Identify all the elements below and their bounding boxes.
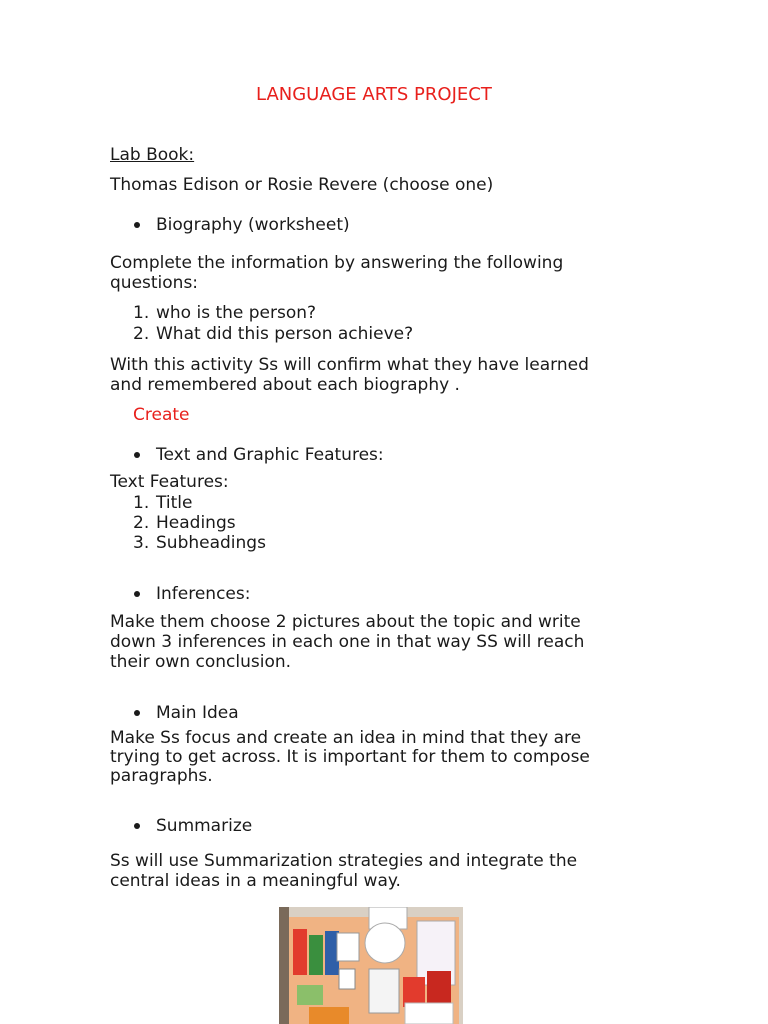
question-item: What did this person achieve? — [156, 324, 414, 344]
biography-summary-line1: With this activity Ss will confirm what they have learned — [110, 355, 589, 375]
list-number: 2. — [133, 513, 150, 533]
lab-book-photo — [279, 907, 463, 1024]
list-number: 3. — [133, 533, 150, 553]
feature-item: Headings — [156, 513, 236, 533]
feature-item: Title — [156, 493, 193, 513]
feature-item: Subheadings — [156, 533, 266, 553]
inferences-line3: their own conclusion. — [110, 652, 292, 672]
bullet-main-idea: Main Idea — [156, 703, 239, 723]
create-label: Create — [133, 405, 190, 425]
bullet-text-graphic-features: Text and Graphic Features: — [156, 445, 384, 465]
summarize-line1: Ss will use Summarization strategies and integrate the — [110, 851, 578, 871]
inferences-line2: down 3 inferences in each one in that way SS will reach — [110, 632, 585, 652]
biography-summary-line2: and remembered about each biography . — [110, 375, 460, 395]
list-number: 1. — [133, 303, 150, 323]
bullet-inferences: Inferences: — [156, 584, 251, 604]
page-title: LANGUAGE ARTS PROJECT — [256, 84, 492, 105]
text-features-label: Text Features: — [110, 472, 229, 492]
list-number: 2. — [133, 324, 150, 344]
question-item: who is the person? — [156, 303, 317, 323]
biography-intro-line1: Complete the information by answering the following — [110, 253, 564, 273]
lab-book-heading: Lab Book: — [110, 145, 195, 165]
main-idea-line1: Make Ss focus and create an idea in mind that they are — [110, 728, 582, 748]
main-idea-line2: trying to get across. It is important for them to compose — [110, 747, 590, 767]
biography-intro-line2: questions: — [110, 273, 199, 293]
lab-book-choice: Thomas Edison or Rosie Revere (choose one) — [110, 175, 494, 195]
bullet-summarize: Summarize — [156, 816, 253, 836]
inferences-line1: Make them choose 2 pictures about the topic and write — [110, 612, 581, 632]
bullet-biography: Biography (worksheet) — [156, 215, 350, 235]
list-number: 1. — [133, 493, 150, 513]
summarize-line2: central ideas in a meaningful way. — [110, 871, 401, 891]
main-idea-line3: paragraphs. — [110, 766, 213, 786]
